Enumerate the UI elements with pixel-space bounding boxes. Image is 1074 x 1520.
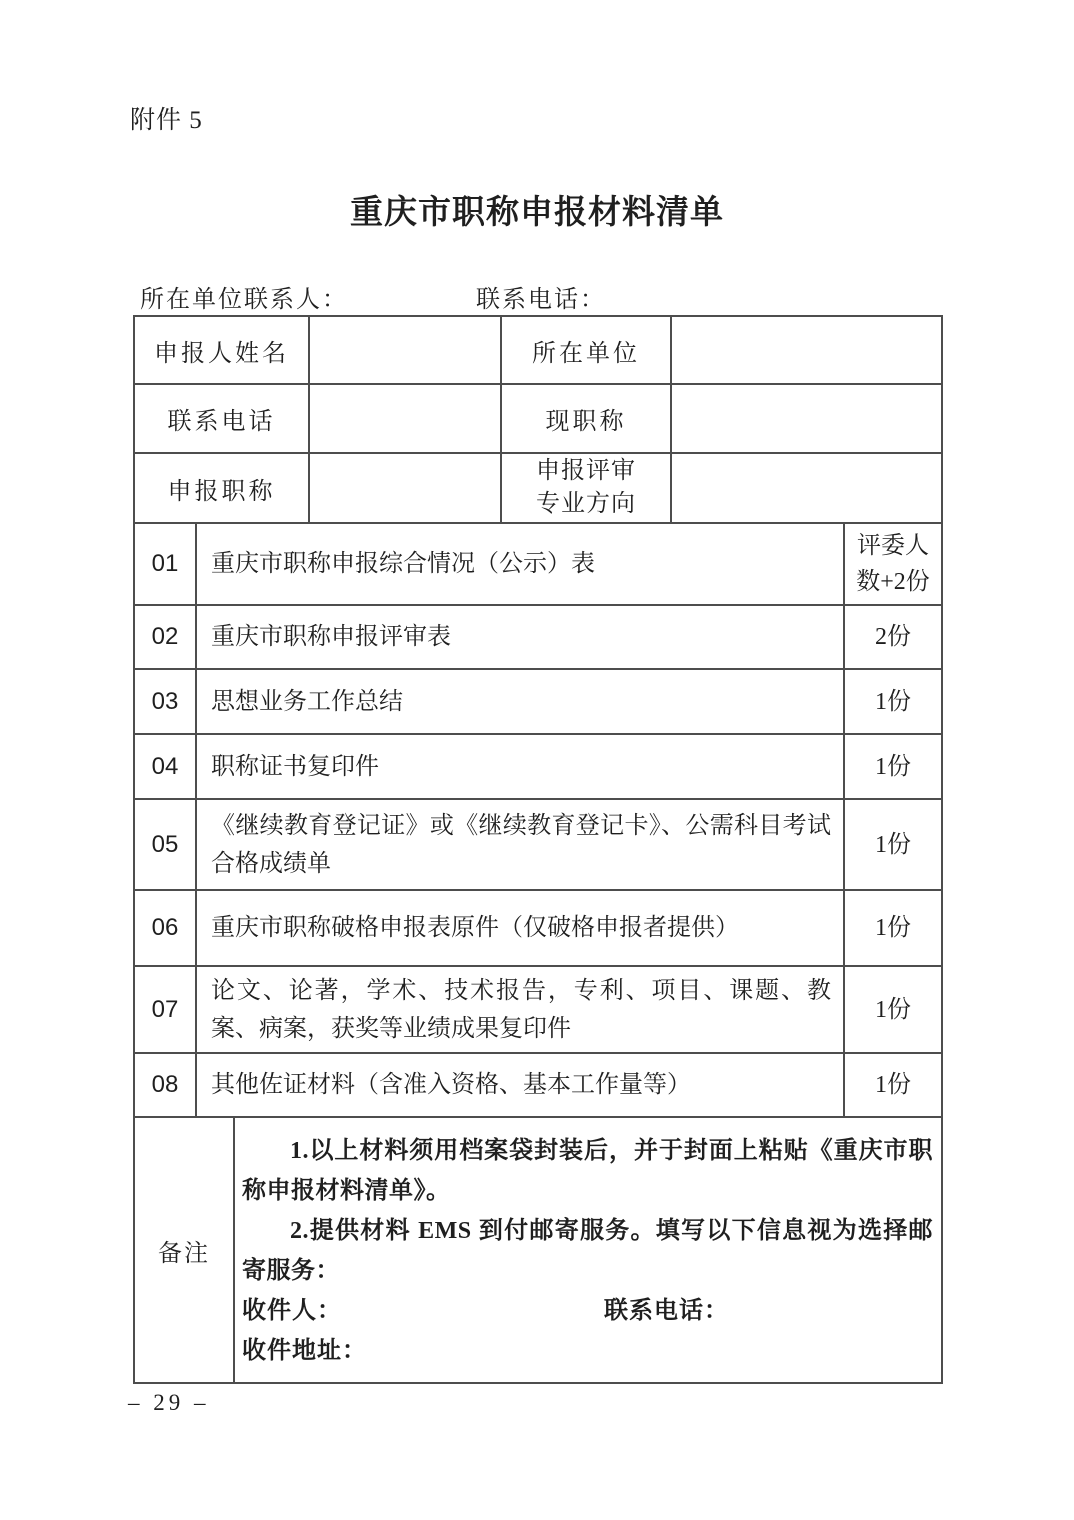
material-name: 《继续教育登记证》或《继续教育登记卡》、公需科目考试合格成绩单 bbox=[196, 799, 844, 890]
material-copies: 1份 bbox=[844, 734, 942, 799]
phone-value-blank bbox=[309, 384, 501, 453]
work-unit-label: 所在单位 bbox=[501, 316, 671, 384]
material-name: 重庆市职称申报综合情况（公示）表 bbox=[196, 523, 844, 605]
material-name: 职称证书复印件 bbox=[196, 734, 844, 799]
recipient-phone-label: 联系电话： bbox=[604, 1298, 729, 1324]
applicant-row-1 bbox=[134, 316, 942, 384]
remarks-row bbox=[134, 1117, 942, 1383]
doc-title: 重庆市职称申报材料清单 bbox=[350, 195, 724, 231]
applicant-name-value-blank bbox=[309, 316, 501, 384]
material-no: 07 bbox=[134, 966, 196, 1053]
phone-label: 联系电话 bbox=[134, 384, 309, 453]
material-name: 思想业务工作总结 bbox=[196, 669, 844, 734]
material-no: 04 bbox=[134, 734, 196, 799]
material-row bbox=[134, 966, 942, 1053]
applicant-name-label: 申报人姓名 bbox=[134, 316, 309, 384]
material-no: 06 bbox=[134, 890, 196, 966]
page-number: – 29 – bbox=[128, 1390, 210, 1415]
material-name: 重庆市职称申报评审表 bbox=[196, 605, 844, 669]
applied-title-label: 申报职称 bbox=[134, 453, 309, 523]
contact-phone-label: 联系电话： bbox=[476, 287, 606, 313]
recipient-address-line bbox=[242, 1331, 933, 1371]
remarks-content bbox=[234, 1117, 942, 1383]
contact-line bbox=[140, 279, 606, 314]
recipient-line bbox=[242, 1291, 933, 1331]
unit-contact-label: 所在单位联系人： bbox=[140, 287, 348, 313]
material-row bbox=[134, 1053, 942, 1117]
applicant-info-table bbox=[133, 315, 943, 524]
remark-note-2: 2.提供材料 EMS 到付邮寄服务。填写以下信息视为选择邮寄服务： bbox=[242, 1218, 933, 1284]
material-copies: 1份 bbox=[844, 799, 942, 890]
material-row bbox=[134, 799, 942, 890]
material-row bbox=[134, 734, 942, 799]
material-copies: 2份 bbox=[844, 605, 942, 669]
material-copies: 1份 bbox=[844, 890, 942, 966]
material-no: 01 bbox=[134, 523, 196, 605]
material-row bbox=[134, 890, 942, 966]
material-copies: 1份 bbox=[844, 966, 942, 1053]
applicant-row-2 bbox=[134, 384, 942, 453]
material-row bbox=[134, 523, 942, 605]
current-title-label: 现职称 bbox=[501, 384, 671, 453]
material-copies: 1份 bbox=[844, 669, 942, 734]
form-tables bbox=[133, 315, 941, 1384]
review-direction-label bbox=[501, 453, 671, 523]
material-no: 03 bbox=[134, 669, 196, 734]
material-name: 重庆市职称破格申报表原件（仅破格申报者提供） bbox=[196, 890, 844, 966]
attachment-label: 附件 5 bbox=[130, 107, 203, 134]
review-direction-label-text: 申报评审专业方向 bbox=[536, 458, 636, 517]
material-copies: 评委人数+2份 bbox=[844, 523, 942, 605]
current-title-value-blank bbox=[671, 384, 942, 453]
remarks-table bbox=[133, 1116, 943, 1384]
material-name: 其他佐证材料（含准入资格、基本工作量等） bbox=[196, 1053, 844, 1117]
applicant-row-3 bbox=[134, 453, 942, 523]
material-no: 05 bbox=[134, 799, 196, 890]
recipient-label: 收件人： bbox=[242, 1298, 342, 1324]
material-no: 08 bbox=[134, 1053, 196, 1117]
materials-table bbox=[133, 522, 943, 1118]
applied-title-value-blank bbox=[309, 453, 501, 523]
remarks-label: 备注 bbox=[134, 1117, 234, 1383]
review-direction-value-blank bbox=[671, 453, 942, 523]
recipient-address-label: 收件地址： bbox=[242, 1338, 367, 1364]
material-row bbox=[134, 669, 942, 734]
work-unit-value-blank bbox=[671, 316, 942, 384]
material-no: 02 bbox=[134, 605, 196, 669]
material-name: 论文、论著，学术、技术报告，专利、项目、课题、教案、病案，获奖等业绩成果复印件 bbox=[196, 966, 844, 1053]
material-row bbox=[134, 605, 942, 669]
remark-note-1: 1.以上材料须用档案袋封装后，并于封面上粘贴《重庆市职称申报材料清单》。 bbox=[242, 1138, 933, 1204]
material-copies: 1份 bbox=[844, 1053, 942, 1117]
